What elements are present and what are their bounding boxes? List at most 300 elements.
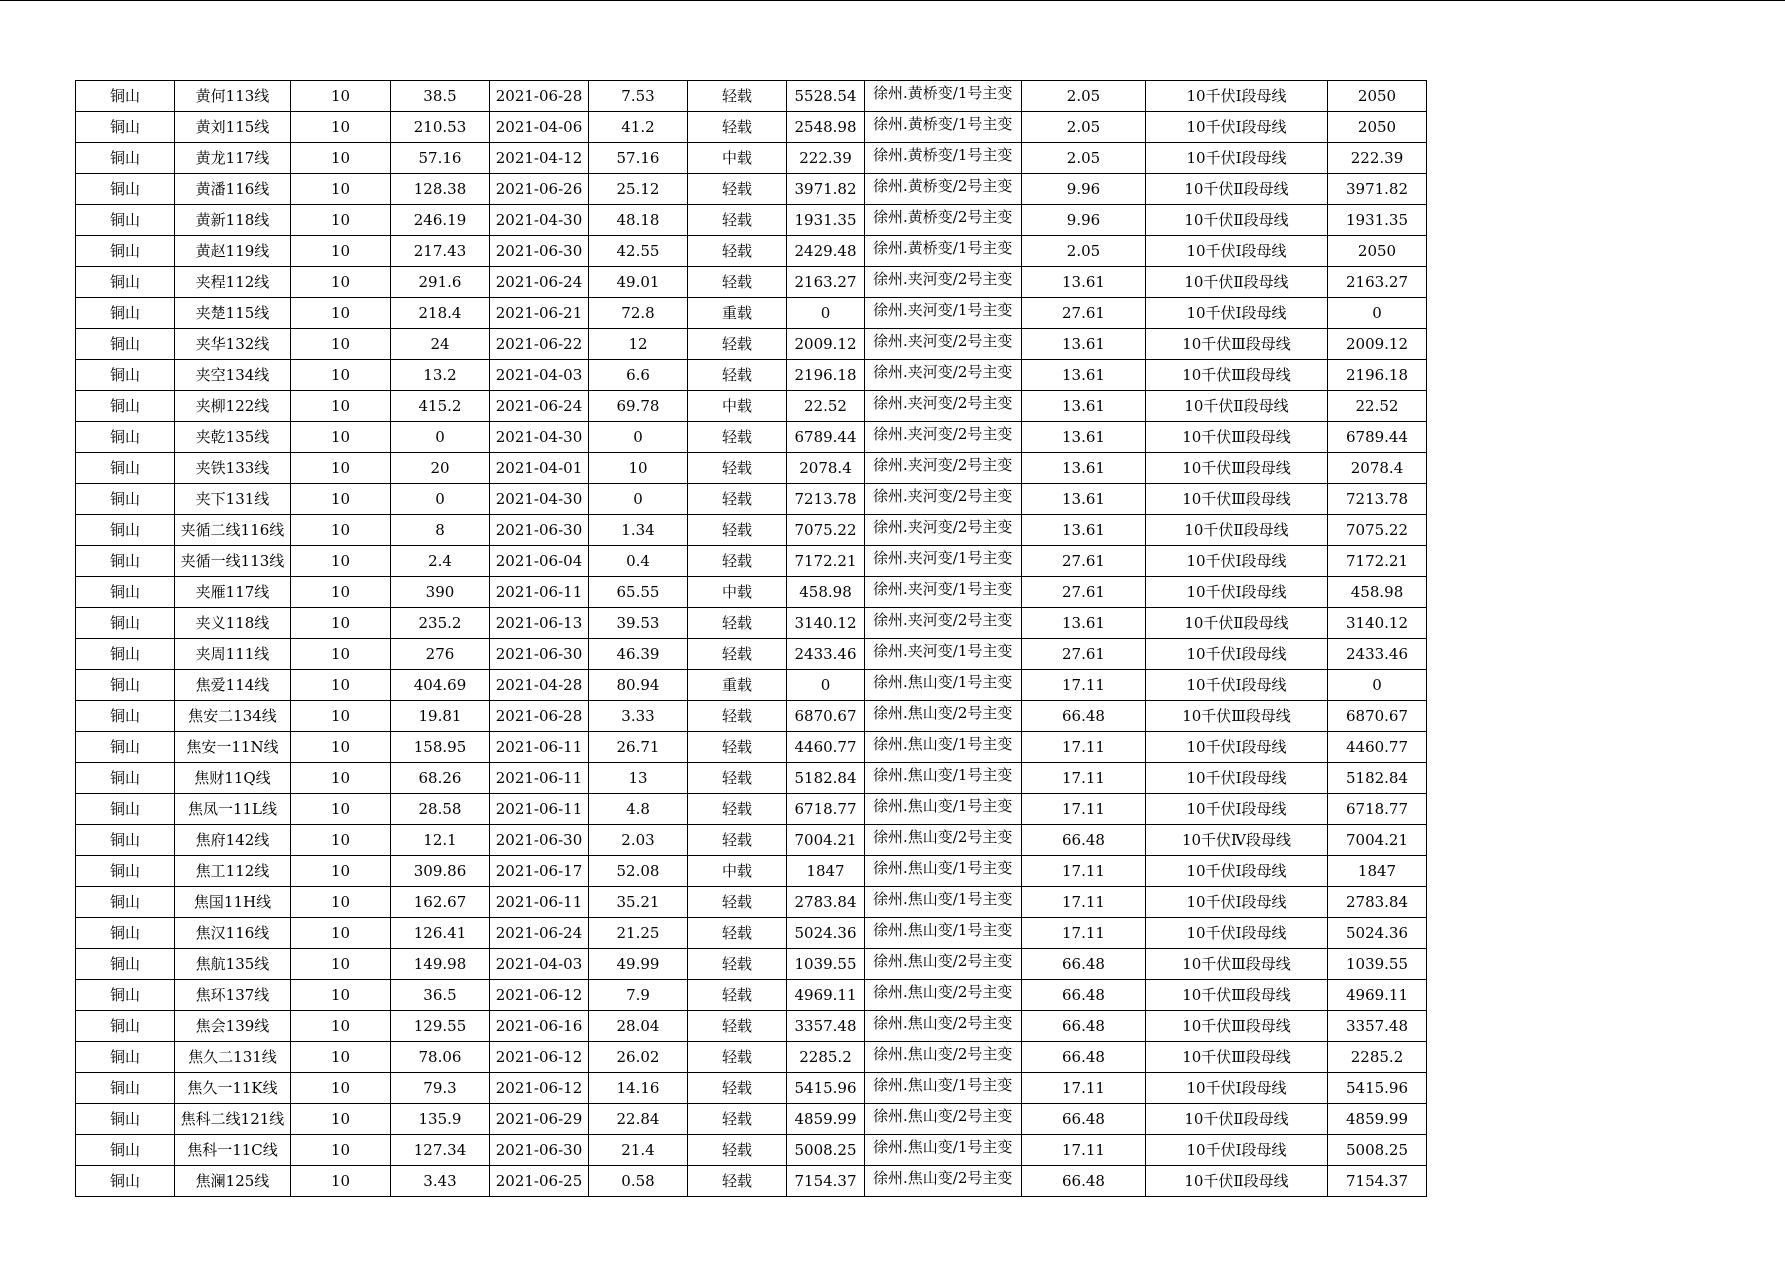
date-cell: 2021-04-30: [490, 422, 589, 453]
substation-text: 徐州.黄桥变/2号主变: [873, 208, 1013, 226]
voltage-cell: 10: [291, 794, 391, 825]
available-capacity-cell: 2783.84: [1328, 887, 1427, 918]
capacity-cell: 2429.48: [787, 236, 865, 267]
capacity-cell: 2433.46: [787, 639, 865, 670]
voltage-cell: 10: [291, 298, 391, 329]
date-cell: 2021-06-24: [490, 267, 589, 298]
table-row: [76, 1166, 1427, 1197]
date-cell: 2021-06-24: [490, 391, 589, 422]
available-capacity-cell: 2050: [1328, 236, 1427, 267]
capacity-cell: 2163.27: [787, 267, 865, 298]
busbar-cell: 10千伏Ⅰ段母线: [1146, 887, 1328, 918]
capacity-cell: 22.52: [787, 391, 865, 422]
page-top-rule: [0, 0, 1785, 1]
load-rate-cell: 0: [589, 484, 688, 515]
date-cell: 2021-04-30: [490, 484, 589, 515]
capacity-cell: 7075.22: [787, 515, 865, 546]
load-value-cell: 78.06: [391, 1042, 490, 1073]
load-status-cell: 轻载: [688, 1104, 787, 1135]
line-name-cell: 黄龙117线: [175, 143, 291, 174]
table-row: [76, 1042, 1427, 1073]
line-name-cell: 夹循一线113线: [175, 546, 291, 577]
available-capacity-cell: 2285.2: [1328, 1042, 1427, 1073]
transformer-rate-cell: 9.96: [1022, 205, 1146, 236]
load-value-cell: 128.38: [391, 174, 490, 205]
substation-cell: [865, 856, 1022, 887]
voltage-cell: 10: [291, 174, 391, 205]
available-capacity-cell: 3140.12: [1328, 608, 1427, 639]
county-cell: 铜山: [76, 143, 175, 174]
transformer-rate-cell: 66.48: [1022, 701, 1146, 732]
county-cell: 铜山: [76, 422, 175, 453]
available-capacity-cell: 5415.96: [1328, 1073, 1427, 1104]
capacity-cell: 4460.77: [787, 732, 865, 763]
busbar-cell: 10千伏Ⅳ段母线: [1146, 825, 1328, 856]
available-capacity-cell: 2163.27: [1328, 267, 1427, 298]
transformer-rate-cell: 13.61: [1022, 422, 1146, 453]
line-name-cell: 黄刘115线: [175, 112, 291, 143]
date-cell: 2021-06-12: [490, 1073, 589, 1104]
substation-cell: [865, 887, 1022, 918]
voltage-cell: 10: [291, 81, 391, 112]
available-capacity-cell: 7172.21: [1328, 546, 1427, 577]
substation-cell: [865, 391, 1022, 422]
substation-cell: [865, 267, 1022, 298]
voltage-cell: 10: [291, 515, 391, 546]
transformer-rate-cell: 13.61: [1022, 515, 1146, 546]
table-row: [76, 856, 1427, 887]
table-row: [76, 143, 1427, 174]
available-capacity-cell: 0: [1328, 298, 1427, 329]
busbar-cell: 10千伏Ⅲ段母线: [1146, 453, 1328, 484]
busbar-cell: 10千伏Ⅲ段母线: [1146, 329, 1328, 360]
line-name-cell: 黄新118线: [175, 205, 291, 236]
date-cell: 2021-04-06: [490, 112, 589, 143]
date-cell: 2021-06-11: [490, 763, 589, 794]
county-cell: 铜山: [76, 329, 175, 360]
transformer-rate-cell: 17.11: [1022, 763, 1146, 794]
load-value-cell: 415.2: [391, 391, 490, 422]
load-status-cell: 轻载: [688, 918, 787, 949]
load-rate-cell: 4.8: [589, 794, 688, 825]
load-rate-cell: 49.01: [589, 267, 688, 298]
load-rate-cell: 69.78: [589, 391, 688, 422]
substation-cell: [865, 236, 1022, 267]
load-status-cell: 轻载: [688, 1166, 787, 1197]
capacity-cell: 7213.78: [787, 484, 865, 515]
load-value-cell: 0: [391, 484, 490, 515]
available-capacity-cell: 1931.35: [1328, 205, 1427, 236]
available-capacity-cell: 5024.36: [1328, 918, 1427, 949]
date-cell: 2021-06-28: [490, 81, 589, 112]
load-rate-cell: 26.02: [589, 1042, 688, 1073]
substation-text: 徐州.夹河变/2号主变: [873, 611, 1013, 629]
transformer-rate-cell: 17.11: [1022, 1135, 1146, 1166]
busbar-cell: 10千伏Ⅰ段母线: [1146, 143, 1328, 174]
line-name-cell: 焦久二131线: [175, 1042, 291, 1073]
capacity-cell: 1931.35: [787, 205, 865, 236]
substation-cell: [865, 112, 1022, 143]
load-rate-cell: 12: [589, 329, 688, 360]
date-cell: 2021-06-11: [490, 577, 589, 608]
load-rate-cell: 21.4: [589, 1135, 688, 1166]
transformer-rate-cell: 17.11: [1022, 670, 1146, 701]
substation-text: 徐州.焦山变/1号主变: [873, 735, 1013, 753]
voltage-cell: 10: [291, 577, 391, 608]
available-capacity-cell: 7213.78: [1328, 484, 1427, 515]
substation-cell: [865, 980, 1022, 1011]
substation-cell: [865, 1073, 1022, 1104]
load-status-cell: 轻载: [688, 174, 787, 205]
substation-text: 徐州.夹河变/2号主变: [873, 363, 1013, 381]
load-status-cell: 轻载: [688, 949, 787, 980]
substation-text: 徐州.焦山变/1号主变: [873, 1076, 1013, 1094]
line-name-cell: 焦会139线: [175, 1011, 291, 1042]
voltage-cell: 10: [291, 825, 391, 856]
substation-cell: [865, 298, 1022, 329]
capacity-cell: 7154.37: [787, 1166, 865, 1197]
voltage-cell: 10: [291, 639, 391, 670]
available-capacity-cell: 7004.21: [1328, 825, 1427, 856]
substation-text: 徐州.黄桥变/1号主变: [873, 115, 1013, 133]
load-value-cell: 79.3: [391, 1073, 490, 1104]
line-name-cell: 夹柳122线: [175, 391, 291, 422]
capacity-cell: 5182.84: [787, 763, 865, 794]
capacity-cell: 5008.25: [787, 1135, 865, 1166]
load-status-cell: 中载: [688, 577, 787, 608]
load-rate-cell: 52.08: [589, 856, 688, 887]
voltage-cell: 10: [291, 360, 391, 391]
table-row: [76, 360, 1427, 391]
county-cell: 铜山: [76, 887, 175, 918]
transformer-rate-cell: 13.61: [1022, 267, 1146, 298]
load-value-cell: 0: [391, 422, 490, 453]
line-name-cell: 夹周111线: [175, 639, 291, 670]
date-cell: 2021-04-30: [490, 205, 589, 236]
county-cell: 铜山: [76, 112, 175, 143]
voltage-cell: 10: [291, 918, 391, 949]
transformer-rate-cell: 17.11: [1022, 794, 1146, 825]
load-value-cell: 28.58: [391, 794, 490, 825]
voltage-cell: 10: [291, 422, 391, 453]
busbar-cell: 10千伏Ⅰ段母线: [1146, 81, 1328, 112]
busbar-cell: 10千伏Ⅰ段母线: [1146, 670, 1328, 701]
line-name-cell: 夹乾135线: [175, 422, 291, 453]
load-status-cell: 轻载: [688, 763, 787, 794]
load-value-cell: 38.5: [391, 81, 490, 112]
capacity-cell: 6789.44: [787, 422, 865, 453]
substation-text: 徐州.黄桥变/2号主变: [873, 177, 1013, 195]
date-cell: 2021-06-13: [490, 608, 589, 639]
busbar-cell: 10千伏Ⅱ段母线: [1146, 515, 1328, 546]
load-status-cell: 轻载: [688, 484, 787, 515]
capacity-cell: 0: [787, 298, 865, 329]
date-cell: 2021-06-21: [490, 298, 589, 329]
substation-text: 徐州.焦山变/2号主变: [873, 704, 1013, 722]
substation-text: 徐州.焦山变/2号主变: [873, 828, 1013, 846]
county-cell: 铜山: [76, 918, 175, 949]
capacity-cell: 2285.2: [787, 1042, 865, 1073]
substation-cell: [865, 515, 1022, 546]
substation-cell: [865, 763, 1022, 794]
substation-text: 徐州.夹河变/1号主变: [873, 301, 1013, 319]
available-capacity-cell: 7154.37: [1328, 1166, 1427, 1197]
busbar-cell: 10千伏Ⅲ段母线: [1146, 1011, 1328, 1042]
county-cell: 铜山: [76, 825, 175, 856]
table-row: [76, 267, 1427, 298]
load-rate-cell: 1.34: [589, 515, 688, 546]
substation-cell: [865, 484, 1022, 515]
load-status-cell: 轻载: [688, 422, 787, 453]
load-rate-cell: 49.99: [589, 949, 688, 980]
substation-text: 徐州.夹河变/2号主变: [873, 487, 1013, 505]
load-status-cell: 轻载: [688, 732, 787, 763]
table-row: [76, 81, 1427, 112]
date-cell: 2021-04-01: [490, 453, 589, 484]
transformer-rate-cell: 13.61: [1022, 453, 1146, 484]
date-cell: 2021-06-16: [490, 1011, 589, 1042]
available-capacity-cell: 2078.4: [1328, 453, 1427, 484]
transformer-rate-cell: 66.48: [1022, 1042, 1146, 1073]
voltage-cell: 10: [291, 763, 391, 794]
line-name-cell: 夹楚115线: [175, 298, 291, 329]
county-cell: 铜山: [76, 267, 175, 298]
table-row: [76, 577, 1427, 608]
substation-cell: [865, 949, 1022, 980]
transformer-rate-cell: 17.11: [1022, 856, 1146, 887]
available-capacity-cell: 4859.99: [1328, 1104, 1427, 1135]
table-row: [76, 515, 1427, 546]
load-value-cell: 13.2: [391, 360, 490, 391]
load-rate-cell: 3.33: [589, 701, 688, 732]
capacity-cell: 7004.21: [787, 825, 865, 856]
date-cell: 2021-06-30: [490, 236, 589, 267]
capacity-cell: 3140.12: [787, 608, 865, 639]
load-status-cell: 轻载: [688, 267, 787, 298]
capacity-cell: 2548.98: [787, 112, 865, 143]
voltage-cell: 10: [291, 732, 391, 763]
line-name-cell: 夹循二线116线: [175, 515, 291, 546]
transformer-rate-cell: 66.48: [1022, 1011, 1146, 1042]
transformer-rate-cell: 17.11: [1022, 732, 1146, 763]
busbar-cell: 10千伏Ⅰ段母线: [1146, 1073, 1328, 1104]
table-row: [76, 1135, 1427, 1166]
date-cell: 2021-06-30: [490, 639, 589, 670]
busbar-cell: 10千伏Ⅰ段母线: [1146, 1135, 1328, 1166]
date-cell: 2021-04-03: [490, 360, 589, 391]
capacity-cell: 4859.99: [787, 1104, 865, 1135]
line-name-cell: 焦汉116线: [175, 918, 291, 949]
transformer-rate-cell: 2.05: [1022, 236, 1146, 267]
substation-text: 徐州.夹河变/1号主变: [873, 549, 1013, 567]
load-value-cell: 57.16: [391, 143, 490, 174]
voltage-cell: 10: [291, 236, 391, 267]
busbar-cell: 10千伏Ⅰ段母线: [1146, 794, 1328, 825]
load-status-cell: 轻载: [688, 825, 787, 856]
available-capacity-cell: 458.98: [1328, 577, 1427, 608]
county-cell: 铜山: [76, 856, 175, 887]
line-name-cell: 焦府142线: [175, 825, 291, 856]
voltage-cell: 10: [291, 484, 391, 515]
busbar-cell: 10千伏Ⅱ段母线: [1146, 608, 1328, 639]
substation-text: 徐州.夹河变/2号主变: [873, 394, 1013, 412]
table-row: [76, 794, 1427, 825]
substation-text: 徐州.焦山变/1号主变: [873, 890, 1013, 908]
available-capacity-cell: 6789.44: [1328, 422, 1427, 453]
substation-text: 徐州.夹河变/2号主变: [873, 456, 1013, 474]
load-rate-cell: 72.8: [589, 298, 688, 329]
substation-text: 徐州.焦山变/1号主变: [873, 797, 1013, 815]
available-capacity-cell: 3357.48: [1328, 1011, 1427, 1042]
line-name-cell: 夹义118线: [175, 608, 291, 639]
county-cell: 铜山: [76, 1011, 175, 1042]
table-row: [76, 453, 1427, 484]
load-value-cell: 246.19: [391, 205, 490, 236]
substation-text: 徐州.焦山变/2号主变: [873, 952, 1013, 970]
load-status-cell: 轻载: [688, 1042, 787, 1073]
line-name-cell: 黄潘116线: [175, 174, 291, 205]
busbar-cell: 10千伏Ⅱ段母线: [1146, 391, 1328, 422]
transformer-rate-cell: 2.05: [1022, 112, 1146, 143]
transformer-rate-cell: 66.48: [1022, 980, 1146, 1011]
county-cell: 铜山: [76, 236, 175, 267]
load-value-cell: 135.9: [391, 1104, 490, 1135]
load-value-cell: 149.98: [391, 949, 490, 980]
busbar-cell: 10千伏Ⅰ段母线: [1146, 732, 1328, 763]
transformer-rate-cell: 66.48: [1022, 949, 1146, 980]
line-name-cell: 夹程112线: [175, 267, 291, 298]
table-row: [76, 608, 1427, 639]
available-capacity-cell: 1039.55: [1328, 949, 1427, 980]
date-cell: 2021-06-04: [490, 546, 589, 577]
busbar-cell: 10千伏Ⅰ段母线: [1146, 112, 1328, 143]
table-row: [76, 670, 1427, 701]
table-row: [76, 174, 1427, 205]
county-cell: 铜山: [76, 360, 175, 391]
substation-cell: [865, 732, 1022, 763]
capacity-cell: 2009.12: [787, 329, 865, 360]
busbar-cell: 10千伏Ⅱ段母线: [1146, 174, 1328, 205]
load-rate-cell: 28.04: [589, 1011, 688, 1042]
substation-cell: [865, 639, 1022, 670]
load-value-cell: 309.86: [391, 856, 490, 887]
load-value-cell: 276: [391, 639, 490, 670]
load-rate-cell: 6.6: [589, 360, 688, 391]
table-row: [76, 887, 1427, 918]
date-cell: 2021-06-25: [490, 1166, 589, 1197]
date-cell: 2021-06-30: [490, 1135, 589, 1166]
line-name-cell: 焦久一11K线: [175, 1073, 291, 1104]
date-cell: 2021-06-24: [490, 918, 589, 949]
load-status-cell: 轻载: [688, 887, 787, 918]
table-row: [76, 1073, 1427, 1104]
table-row: [76, 112, 1427, 143]
substation-cell: [865, 143, 1022, 174]
load-status-cell: 轻载: [688, 1135, 787, 1166]
table-row: [76, 236, 1427, 267]
date-cell: 2021-06-12: [490, 980, 589, 1011]
available-capacity-cell: 2050: [1328, 81, 1427, 112]
line-name-cell: 焦国11H线: [175, 887, 291, 918]
line-name-cell: 焦科二线121线: [175, 1104, 291, 1135]
load-value-cell: 126.41: [391, 918, 490, 949]
load-status-cell: 轻载: [688, 236, 787, 267]
capacity-cell: 3357.48: [787, 1011, 865, 1042]
table-row: [76, 732, 1427, 763]
date-cell: 2021-06-22: [490, 329, 589, 360]
available-capacity-cell: 22.52: [1328, 391, 1427, 422]
load-rate-cell: 57.16: [589, 143, 688, 174]
transformer-rate-cell: 66.48: [1022, 825, 1146, 856]
date-cell: 2021-04-03: [490, 949, 589, 980]
county-cell: 铜山: [76, 298, 175, 329]
load-value-cell: 404.69: [391, 670, 490, 701]
substation-text: 徐州.焦山变/2号主变: [873, 1014, 1013, 1032]
load-value-cell: 24: [391, 329, 490, 360]
county-cell: 铜山: [76, 670, 175, 701]
table-row: [76, 949, 1427, 980]
date-cell: 2021-04-28: [490, 670, 589, 701]
table-row: [76, 484, 1427, 515]
substation-cell: [865, 205, 1022, 236]
capacity-cell: 2783.84: [787, 887, 865, 918]
county-cell: 铜山: [76, 949, 175, 980]
county-cell: 铜山: [76, 1166, 175, 1197]
voltage-cell: 10: [291, 143, 391, 174]
load-value-cell: 3.43: [391, 1166, 490, 1197]
capacity-cell: 5024.36: [787, 918, 865, 949]
load-status-cell: 重载: [688, 670, 787, 701]
county-cell: 铜山: [76, 1073, 175, 1104]
load-status-cell: 轻载: [688, 980, 787, 1011]
load-rate-cell: 0.4: [589, 546, 688, 577]
substation-cell: [865, 794, 1022, 825]
county-cell: 铜山: [76, 763, 175, 794]
available-capacity-cell: 2196.18: [1328, 360, 1427, 391]
substation-cell: [865, 1166, 1022, 1197]
load-rate-cell: 21.25: [589, 918, 688, 949]
voltage-cell: 10: [291, 1104, 391, 1135]
date-cell: 2021-06-11: [490, 732, 589, 763]
busbar-cell: 10千伏Ⅱ段母线: [1146, 1166, 1328, 1197]
date-cell: 2021-06-11: [490, 887, 589, 918]
transformer-rate-cell: 27.61: [1022, 639, 1146, 670]
county-cell: 铜山: [76, 81, 175, 112]
substation-cell: [865, 1042, 1022, 1073]
voltage-cell: 10: [291, 608, 391, 639]
load-status-cell: 轻载: [688, 1073, 787, 1104]
load-value-cell: 217.43: [391, 236, 490, 267]
load-rate-cell: 7.9: [589, 980, 688, 1011]
line-name-cell: 夹下131线: [175, 484, 291, 515]
voltage-cell: 10: [291, 546, 391, 577]
table-row: [76, 763, 1427, 794]
busbar-cell: 10千伏Ⅲ段母线: [1146, 701, 1328, 732]
load-rate-cell: 14.16: [589, 1073, 688, 1104]
transformer-rate-cell: 13.61: [1022, 484, 1146, 515]
busbar-cell: 10千伏Ⅱ段母线: [1146, 205, 1328, 236]
substation-text: 徐州.焦山变/2号主变: [873, 1169, 1013, 1187]
voltage-cell: 10: [291, 205, 391, 236]
load-value-cell: 291.6: [391, 267, 490, 298]
transformer-rate-cell: 27.61: [1022, 577, 1146, 608]
busbar-cell: 10千伏Ⅰ段母线: [1146, 298, 1328, 329]
load-status-cell: 轻载: [688, 1011, 787, 1042]
load-value-cell: 390: [391, 577, 490, 608]
substation-text: 徐州.焦山变/2号主变: [873, 1045, 1013, 1063]
capacity-cell: 2196.18: [787, 360, 865, 391]
county-cell: 铜山: [76, 701, 175, 732]
